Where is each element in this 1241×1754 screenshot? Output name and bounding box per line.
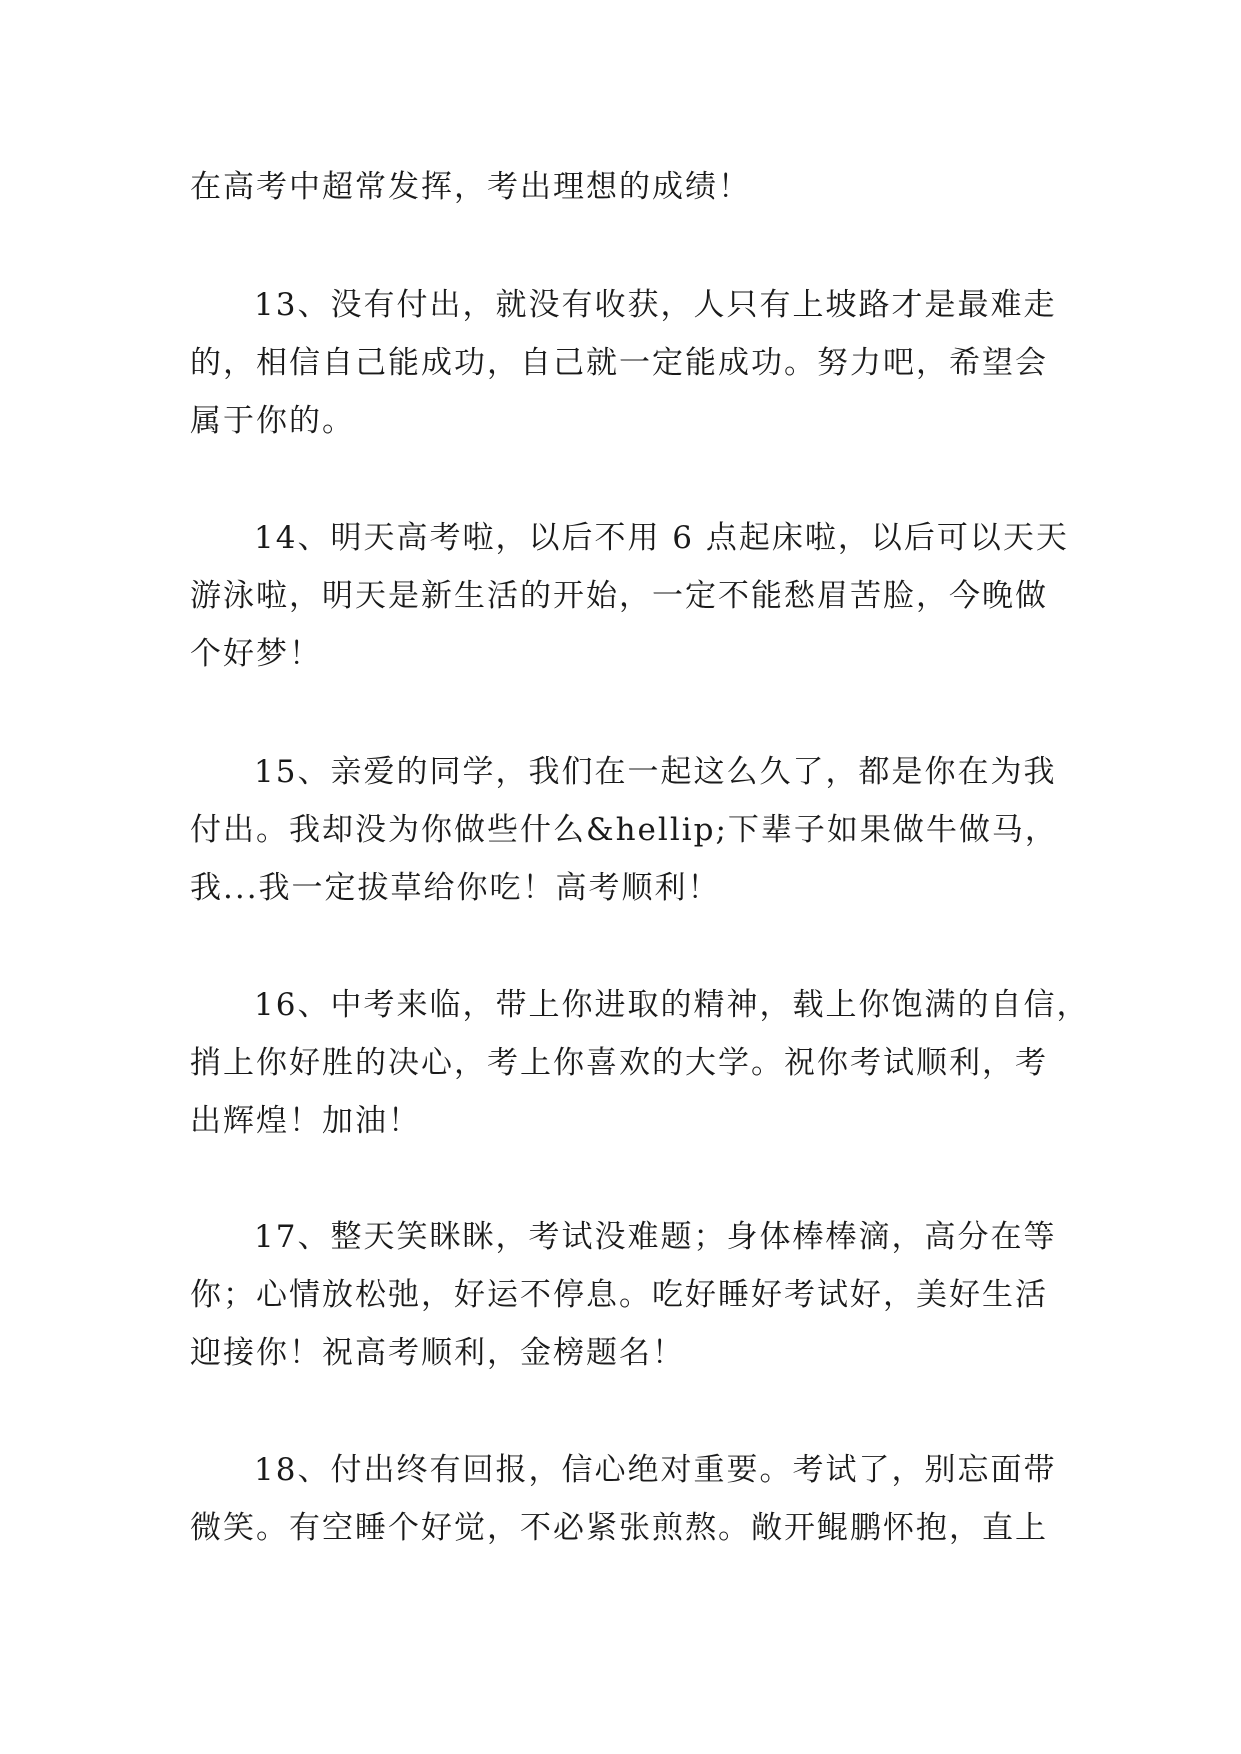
text-line: 在高考中超常发挥，考出理想的成绩！ <box>190 169 751 205</box>
text-line: 游泳啦，明天是新生活的开始，一定不能愁眉苦脸，今晚做 <box>190 578 1048 614</box>
text-line: 13、没有付出，就没有收获，人只有上坡路才是最难走 <box>254 287 1057 323</box>
text-line: 捎上你好胜的决心，考上你喜欢的大学。祝你考试顺利，考 <box>190 1045 1048 1081</box>
paragraph-18 <box>190 1441 1057 1557</box>
text-line: 16、中考来临，带上你进取的精神，载上你饱满的自信， <box>254 987 1090 1023</box>
paragraph-17 <box>190 1208 1057 1382</box>
text-line: 我...我一定拔草给你吃！高考顺利！ <box>190 870 721 906</box>
paragraph-14 <box>190 509 1069 683</box>
text-line: 17、整天笑眯眯，考试没难题；身体棒棒滴，高分在等 <box>254 1219 1057 1255</box>
text-line: 你；心情放松弛，好运不停息。吃好睡好考试好，美好生活 <box>190 1277 1048 1313</box>
text-line: 15、亲爱的同学，我们在一起这么久了，都是你在为我 <box>254 754 1057 790</box>
text-line: 迎接你！祝高考顺利，金榜题名！ <box>190 1335 685 1371</box>
text-line: 属于你的。 <box>190 403 355 439</box>
paragraph-15 <box>190 743 1058 917</box>
paragraph-continuation <box>190 158 1050 216</box>
paragraph-13 <box>190 276 1057 450</box>
text-line: 出辉煌！加油！ <box>190 1103 421 1139</box>
text-line: 14、明天高考啦，以后不用 6 点起床啦，以后可以天天 <box>254 520 1069 556</box>
text-line: 付出。我却没为你做些什么&hellip;下辈子如果做牛做马， <box>190 812 1058 848</box>
text-line: 的，相信自己能成功，自己就一定能成功。努力吧，希望会 <box>190 345 1048 381</box>
text-line: 个好梦！ <box>190 636 322 672</box>
paragraph-16 <box>190 976 1090 1150</box>
text-line: 18、付出终有回报，信心绝对重要。考试了，别忘面带 <box>254 1452 1057 1488</box>
text-line: 微笑。有空睡个好觉，不必紧张煎熬。敞开鲲鹏怀抱，直上 <box>190 1510 1048 1546</box>
